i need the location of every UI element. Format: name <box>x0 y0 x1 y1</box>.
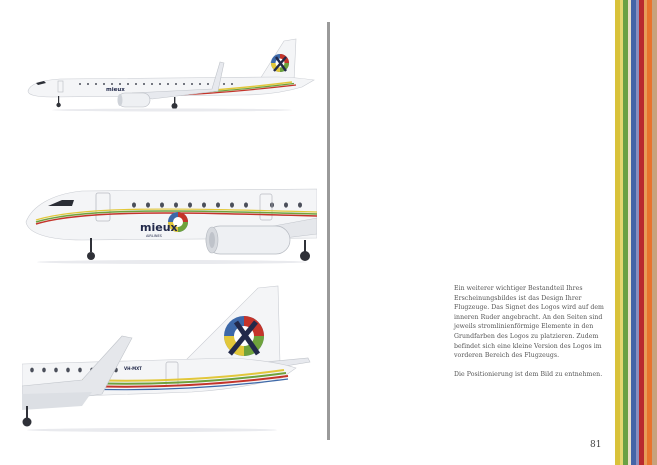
paragraph-design: Ein weiterer wichtiger Bestandteil Ihres Erscheinungsbildes ist das Design Ihrer Flugzeuge. Das Signet des Logos wird auf dem inneren Ruder angebracht. An den Seiten sind jeweils stromlinienförmige Elemente in den Grundfarben des Logos zu platzieren. Zudem befindet sich eine kleine Version des Logos im vorderen Bereich des Flugzeugs. <box>454 285 604 360</box>
engine <box>118 93 151 107</box>
registration-text: VH-MXT <box>124 366 142 371</box>
wing-lower <box>22 392 92 410</box>
aircraft-side-view-full <box>22 35 317 115</box>
description-text <box>454 284 604 390</box>
page-number: 81 <box>590 440 602 450</box>
vertical-divider <box>327 22 330 440</box>
engine <box>206 226 290 254</box>
color-stripe <box>652 0 657 465</box>
tail-logo <box>224 316 264 356</box>
tail-logo <box>271 54 289 72</box>
aircraft-tail-section <box>22 282 322 434</box>
paragraph-positioning: Die Positionierung ist dem Bild zu entnehmen. <box>454 371 603 379</box>
brand-sub-text: AIRLINES <box>146 234 162 238</box>
color-stripes <box>615 0 657 465</box>
aircraft-front-section <box>22 178 317 266</box>
brand-text: mieux <box>140 221 178 234</box>
fuselage-brand-text: mieux <box>106 87 125 93</box>
